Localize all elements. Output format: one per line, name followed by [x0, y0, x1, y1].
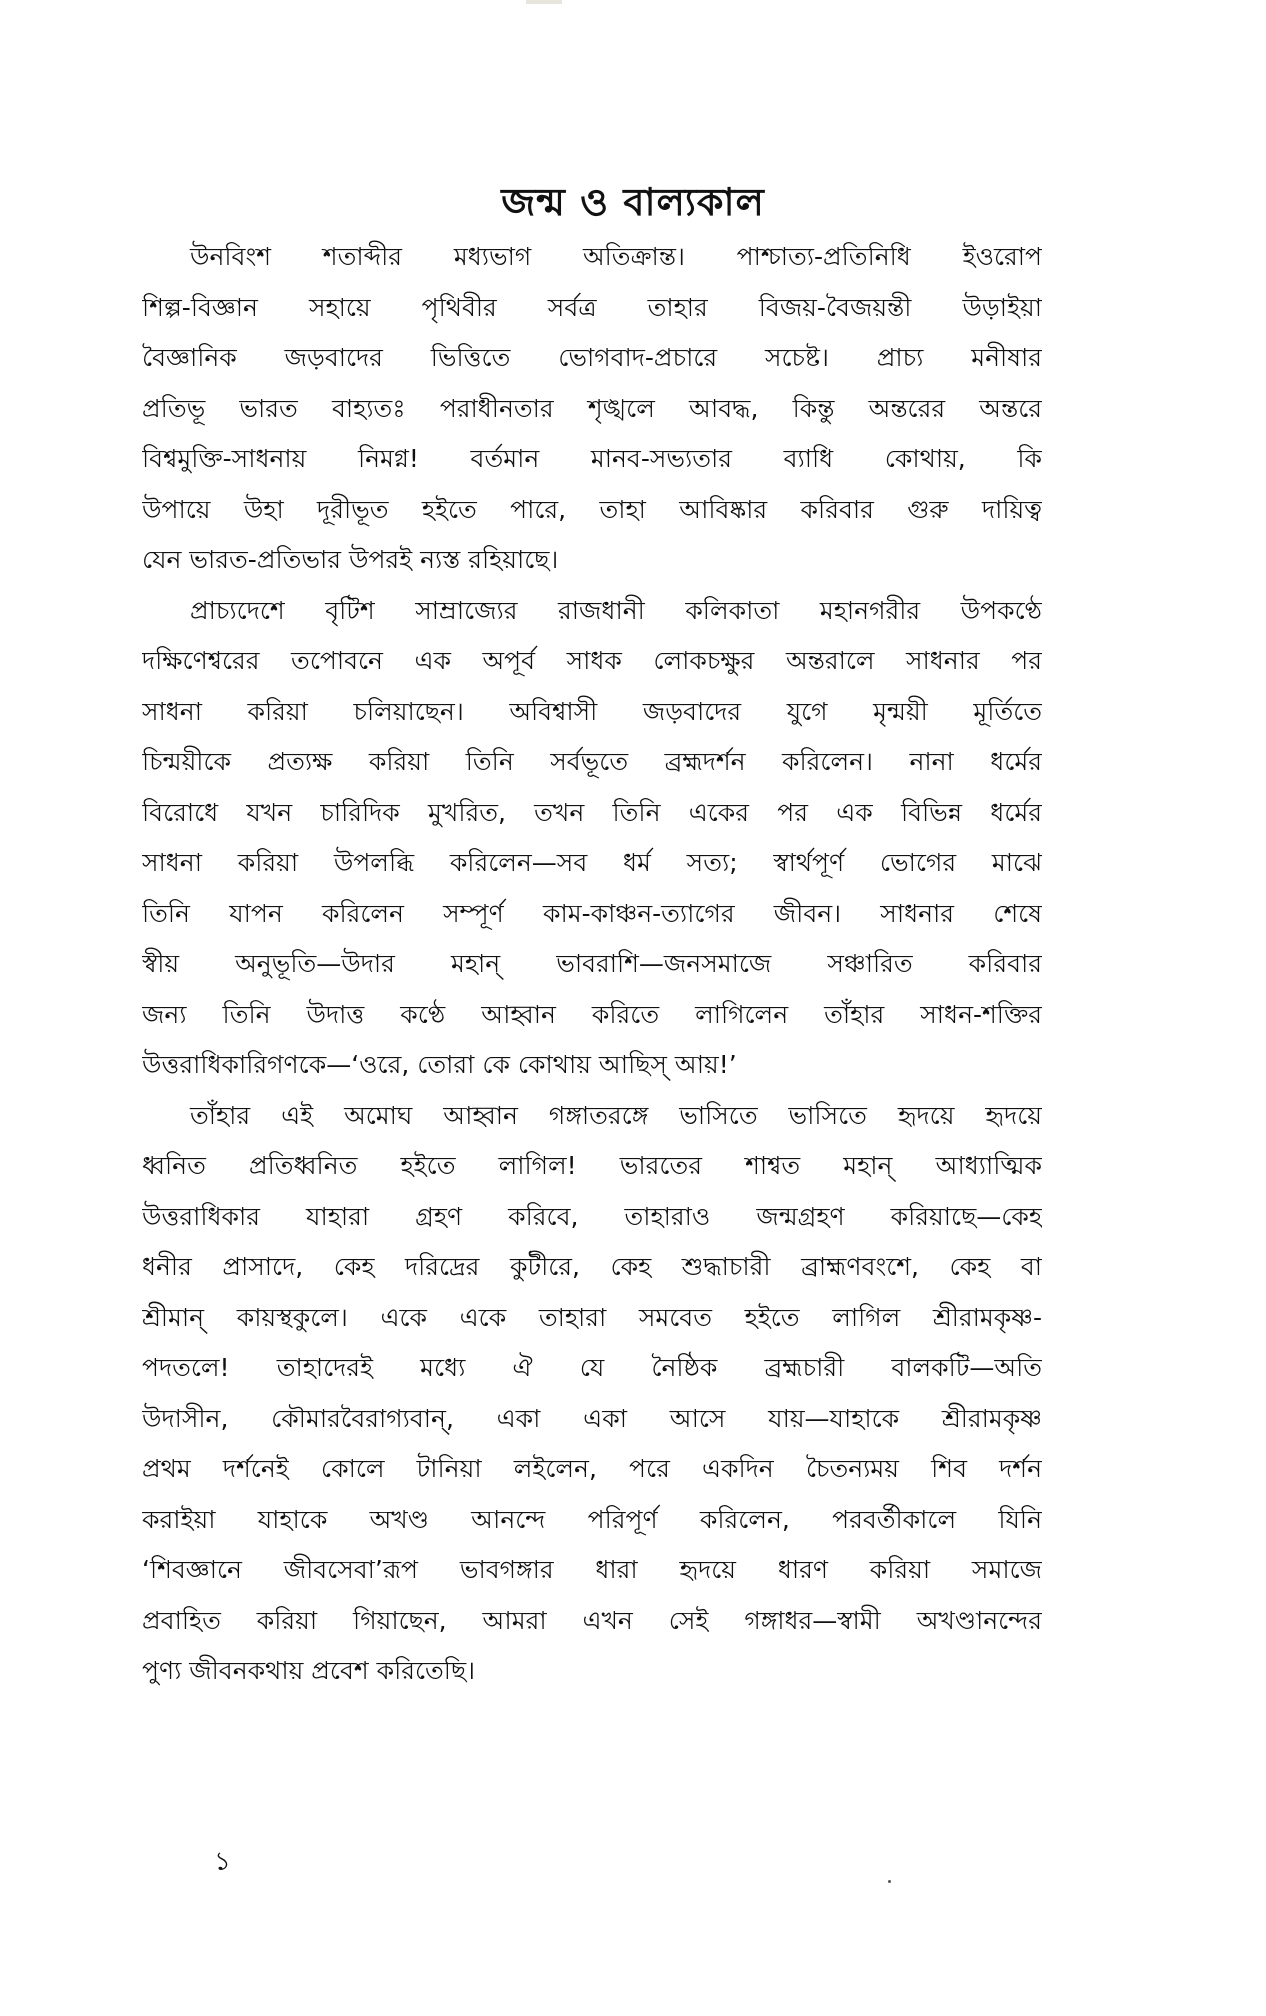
text-line: জন্য তিনি উদাত্ত কণ্ঠে আহ্বান করিতে লাগিলেন তাঁহার সাধন-শক্তির	[142, 999, 1042, 1029]
text-line: পদতলে! তাহাদেরই মধ্যে ঐ যে নৈষ্ঠিক ব্রহ্মচারী বালকটি—অতি	[142, 1353, 1042, 1382]
text-line: উত্তরাধিকার যাহারা গ্রহণ করিবে, তাহারাও জন্মগ্রহণ করিয়াছে—কেহ	[142, 1201, 1042, 1231]
text-line: স্বীয় অনুভূতি—উদার মহান্ ভাবরাশি—জনসমাজে সঞ্চারিত করিবার	[142, 949, 1042, 978]
text-line: তাঁহার এই অমোঘ আহ্বান গঙ্গাতরঙ্গে ভাসিতে ভাসিতে হৃদয়ে হৃদয়ে	[190, 1100, 1042, 1130]
text-line: শ্রীমান্ কায়স্থকুলে। একে একে তাহারা সমবেত হইতে লাগিল শ্রীরামকৃষ্ণ-	[142, 1302, 1042, 1332]
text-line: প্রাচ্যদেশে বৃটিশ সাম্রাজ্যের রাজধানী কলিকাতা মহানগরীর উপকণ্ঠে	[190, 595, 1042, 625]
text-line: যেন ভারত-প্রতিভার উপরই ন্যস্ত রহিয়াছে।	[142, 545, 559, 574]
text-line: উপায়ে উহা দূরীভূত হইতে পারে, তাহা আবিষ্কার করিবার গুরু দায়িত্ব	[142, 494, 1042, 524]
text-line: বৈজ্ঞানিক জড়বাদের ভিত্তিতে ভোগবাদ-প্রচারে সচেষ্ট। প্রাচ্য মনীষার	[142, 343, 1042, 372]
paragraph-2	[142, 586, 1042, 1091]
text-line: ধ্বনিত প্রতিধ্বনিত হইতে লাগিল! ভারতের শাশ্বত মহান্ আধ্যাত্মিক	[142, 1151, 1042, 1180]
text-line: বিশ্বমুক্তি-সাধনায় নিমগ্ন! বর্তমান মানব-সভ্যতার ব্যাধি কোথায়, কি	[142, 444, 1042, 473]
paragraph-1	[142, 232, 1042, 586]
chapter-title: জন্ম ও বাল্যকাল	[501, 180, 765, 224]
text-line: চিন্ময়ীকে প্রত্যক্ষ করিয়া তিনি সর্বভূতে ব্রহ্মদর্শন করিলেন। নানা ধর্মের	[142, 747, 1042, 776]
text-line: তিনি যাপন করিলেন সম্পূর্ণ কাম-কাঞ্চন-ত্যাগের জীবন। সাধনার শেষে	[142, 898, 1042, 928]
chapter-body	[142, 232, 1042, 1697]
text-line: সাধনা করিয়া চলিয়াছেন। অবিশ্বাসী জড়বাদের যুগে মৃন্ময়ী মূর্তিতে	[142, 696, 1042, 726]
paragraph-3	[142, 1091, 1042, 1697]
text-line: ধনীর প্রাসাদে, কেহ দরিদ্রের কুটীরে, কেহ শুদ্ধাচারী ব্রাহ্মণবংশে, কেহ বা	[142, 1252, 1042, 1281]
text-line: উনবিংশ শতাব্দীর মধ্যভাগ অতিক্রান্ত। পাশ্চাত্য-প্রতিনিধি ইওরোপ	[190, 242, 1042, 271]
text-line: উত্তরাধিকারিগণকে—‘ওরে, তোরা কে কোথায় আছিস্ আয়!’	[142, 1050, 737, 1079]
text-line: ‘শিবজ্ঞানে জীবসেবা’রূপ ভাবগঙ্গার ধারা হৃদয়ে ধারণ করিয়া সমাজে	[142, 1555, 1042, 1584]
text-line: প্রতিভূ ভারত বাহ্যতঃ পরাধীনতার শৃঙ্খলে আবদ্ধ, কিন্তু অন্তরের অন্তরে	[142, 393, 1042, 423]
text-line: পুণ্য জীবনকথায় প্রবেশ করিতেছি।	[142, 1656, 476, 1685]
text-line: দক্ষিণেশ্বরের তপোবনে এক অপূর্ব সাধক লোকচক্ষুর অন্তরালে সাধনার পর	[142, 646, 1042, 675]
paper-speck	[888, 1880, 891, 1883]
page-number: ১	[214, 1847, 231, 1877]
text-line: উদাসীন, কৌমারবৈরাগ্যবান্, একা একা আসে যায়—যাহাকে শ্রীরামকৃষ্ণ	[142, 1403, 1042, 1433]
text-line: শিল্প-বিজ্ঞান সহায়ে পৃথিবীর সর্বত্র তাহার বিজয়-বৈজয়ন্তী উড়াইয়া	[142, 292, 1042, 322]
paper-mark	[526, 0, 562, 4]
text-line: করাইয়া যাহাকে অখণ্ড আনন্দে পরিপূর্ণ করিলেন, পরবর্তীকালে যিনি	[142, 1504, 1042, 1534]
text-line: প্রথম দর্শনেই কোলে টানিয়া লইলেন, পরে একদিন চৈতন্যময় শিব দর্শন	[142, 1454, 1042, 1483]
text-line: প্রবাহিত করিয়া গিয়াছেন, আমরা এখন সেই গঙ্গাধর—স্বামী অখণ্ডানন্দের	[142, 1605, 1042, 1635]
text-line: সাধনা করিয়া উপলব্ধি করিলেন—সব ধর্ম সত্য; স্বার্থপূর্ণ ভোগের মাঝে	[142, 848, 1042, 877]
text-line: বিরোধে যখন চারিদিক মুখরিত, তখন তিনি একের পর এক বিভিন্ন ধর্মের	[142, 797, 1042, 827]
